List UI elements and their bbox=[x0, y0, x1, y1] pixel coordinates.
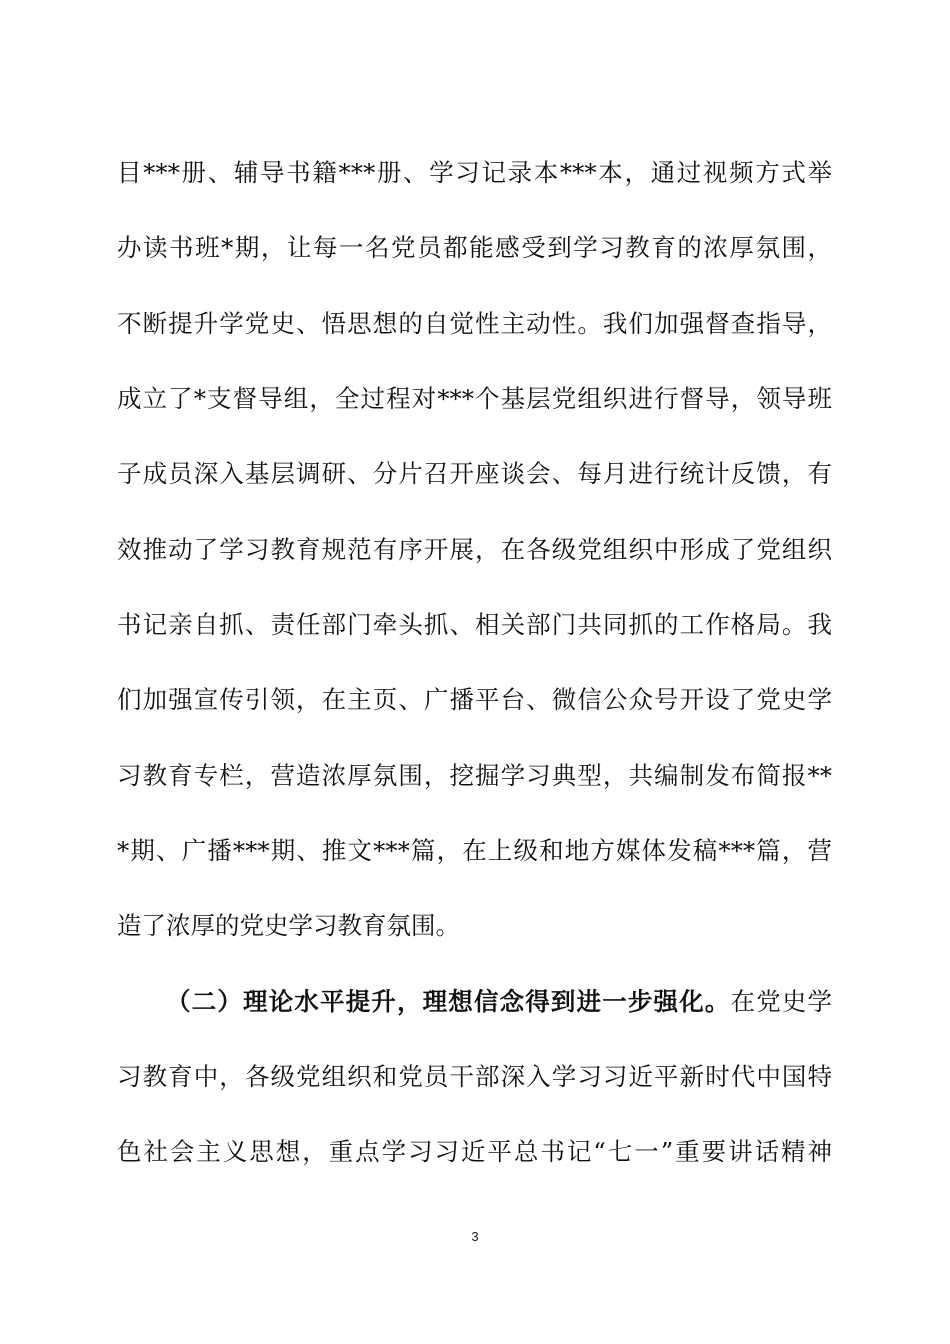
paragraph-line: 书记亲自抓、责任部门牵头抓、相关部门共同抓的工作格局。我 bbox=[117, 610, 832, 639]
paragraph-line: 习教育专栏，营造浓厚氛围，挖掘学习典型，共编制发布简报** bbox=[117, 761, 832, 790]
page-number: 3 bbox=[471, 1229, 479, 1244]
paragraph-line: 目***册、辅导书籍***册、学习记录本***本，通过视频方式举 bbox=[117, 158, 832, 187]
paragraph-line: 习教育中，各级党组织和党员干部深入学习习近平新时代中国特 bbox=[117, 1062, 832, 1091]
section-heading-line bbox=[166, 982, 832, 1022]
paragraph-line: 造了浓厚的党史学习教育氛围。 bbox=[117, 911, 460, 940]
paragraph-line: 成立了*支督导组，全过程对***个基层党组织进行督导，领导班 bbox=[117, 384, 832, 413]
paragraph-line: 们加强宣传引领，在主页、广播平台、微信公众号开设了党史学 bbox=[117, 685, 832, 714]
paragraph-line: *期、广播***期、推文***篇，在上级和地方媒体发稿***篇，营 bbox=[117, 836, 832, 865]
paragraph-line: 子成员深入基层调研、分片召开座谈会、每月进行统计反馈，有 bbox=[117, 459, 832, 488]
section-heading-tail: 在党史学 bbox=[730, 987, 832, 1016]
section-heading: （二）理论水平提升，理想信念得到进一步强化。 bbox=[166, 987, 731, 1016]
paragraph-line: 不断提升学党史、悟思想的自觉性主动性。我们加强督查指导， bbox=[117, 309, 832, 338]
paragraph-line: 效推动了学习教育规范有序开展，在各级党组织中形成了党组织 bbox=[117, 535, 832, 564]
paragraph-line: 办读书班*期，让每一名党员都能感受到学习教育的浓厚氛围， bbox=[117, 233, 832, 262]
paragraph-line: 色社会主义思想，重点学习习近平总书记“七一”重要讲话精神 bbox=[117, 1137, 832, 1166]
